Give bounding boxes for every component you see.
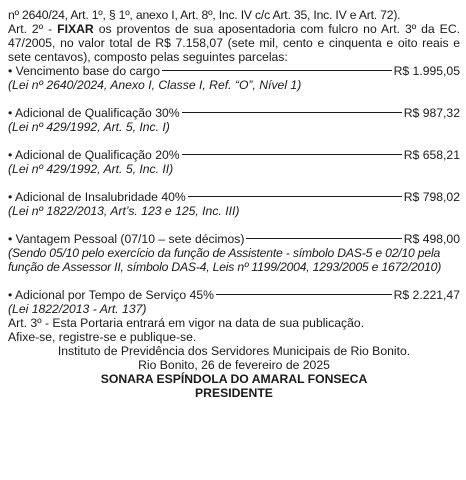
parcel-label: • Adicional de Qualificação 20%: [8, 148, 180, 162]
spacer: [8, 176, 460, 190]
parcel-line-vantagem-pessoal: [8, 232, 460, 246]
parcel-label: • Adicional de Insalubridade 40%: [8, 190, 186, 204]
intro-line: nº 2640/24, Art. 1º, § 1º, anexo I, Art. 8º, Inc. IV c/c Art. 35, Inc. IV e Art. 72).: [8, 8, 401, 22]
parcel-amount: R$ 798,02: [403, 190, 460, 204]
place-date: Rio Bonito, 26 de fevereiro de 2025: [138, 358, 330, 372]
parcel-basis: (Lei nº 2640/2024, Anexo I, Classe I, Ref. “O”, Nível 1): [8, 78, 302, 92]
leader-line: [182, 112, 402, 113]
article-2-prefix: Art. 2º -: [8, 22, 58, 36]
parcel-label: • Adicional de Qualificação 30%: [8, 106, 180, 120]
spacer: [8, 218, 460, 232]
leader-line: [216, 294, 392, 295]
institute-name: Instituto de Previdência dos Servidores Municipais de Rio Bonito.: [57, 344, 411, 358]
parcel-label: • Vencimento base do cargo: [8, 64, 160, 78]
leader-line: [182, 154, 402, 155]
leader-line: [162, 70, 392, 71]
spacer: [8, 92, 460, 106]
publish-order: Afixe-se, registre-se e publique-se.: [8, 330, 197, 344]
parcel-line-tempo-servico: [8, 288, 460, 302]
parcel-line-qualificacao-20: [8, 148, 460, 162]
parcel-basis: (Lei 1822/2013 - Art. 137): [8, 302, 147, 316]
parcel-amount: R$ 658,21: [403, 148, 460, 162]
parcel-line-qualificacao-30: [8, 106, 460, 120]
signer-title: PRESIDENTE: [195, 386, 273, 400]
parcel-basis: (Lei nº 429/1992, Art. 5, Inc. I): [8, 120, 170, 134]
leader-line: [246, 238, 401, 239]
parcel-basis: (Sendo 05/10 pelo exercício da função de Assistente - símbolo DAS-5 e 02/10 pela função de Assessor II, símbolo DAS-4, Leis nº 1199/2004, 1293/2005 e 1672/2010): [8, 246, 442, 274]
leader-line: [188, 196, 402, 197]
article-3: Art. 3º - Esta Portaria entrará em vigor na data de sua publicação.: [8, 316, 365, 330]
parcel-amount: R$ 987,32: [403, 106, 460, 120]
parcel-amount: R$ 1.995,05: [393, 64, 460, 78]
parcel-label: • Adicional por Tempo de Serviço 45%: [8, 288, 214, 302]
article-2-keyword: FIXAR: [57, 22, 94, 36]
signer-name: SONARA ESPÍNDOLA DO AMARAL FONSECA: [100, 372, 368, 386]
parcel-amount: R$ 2.221,47: [393, 288, 460, 302]
article-2-text: os proventos de sua aposentadoria com fulcro no Art. 3º da EC. 47/2005, no valor total de R$ 7.158,07 (sete mil, cento e cinquenta e oito reais e sete centavos), composto pelas seguintes parcelas:: [8, 22, 461, 64]
parcel-label: • Vantagem Pessoal (07/10 – sete décimos): [8, 232, 245, 246]
spacer: [8, 134, 460, 148]
parcel-amount: R$ 498,00: [403, 232, 460, 246]
article-2: [8, 22, 460, 64]
portaria-document: [8, 8, 460, 400]
parcel-basis: (Lei nº 429/1992, Art. 5, Inc. II): [8, 162, 174, 176]
parcel-line-vencimento: [8, 64, 460, 78]
parcel-line-insalubridade: [8, 190, 460, 204]
spacer: [8, 274, 460, 288]
parcel-basis: (Lei nº 1822/2013, Art’s. 123 e 125, Inc. III): [8, 204, 240, 218]
